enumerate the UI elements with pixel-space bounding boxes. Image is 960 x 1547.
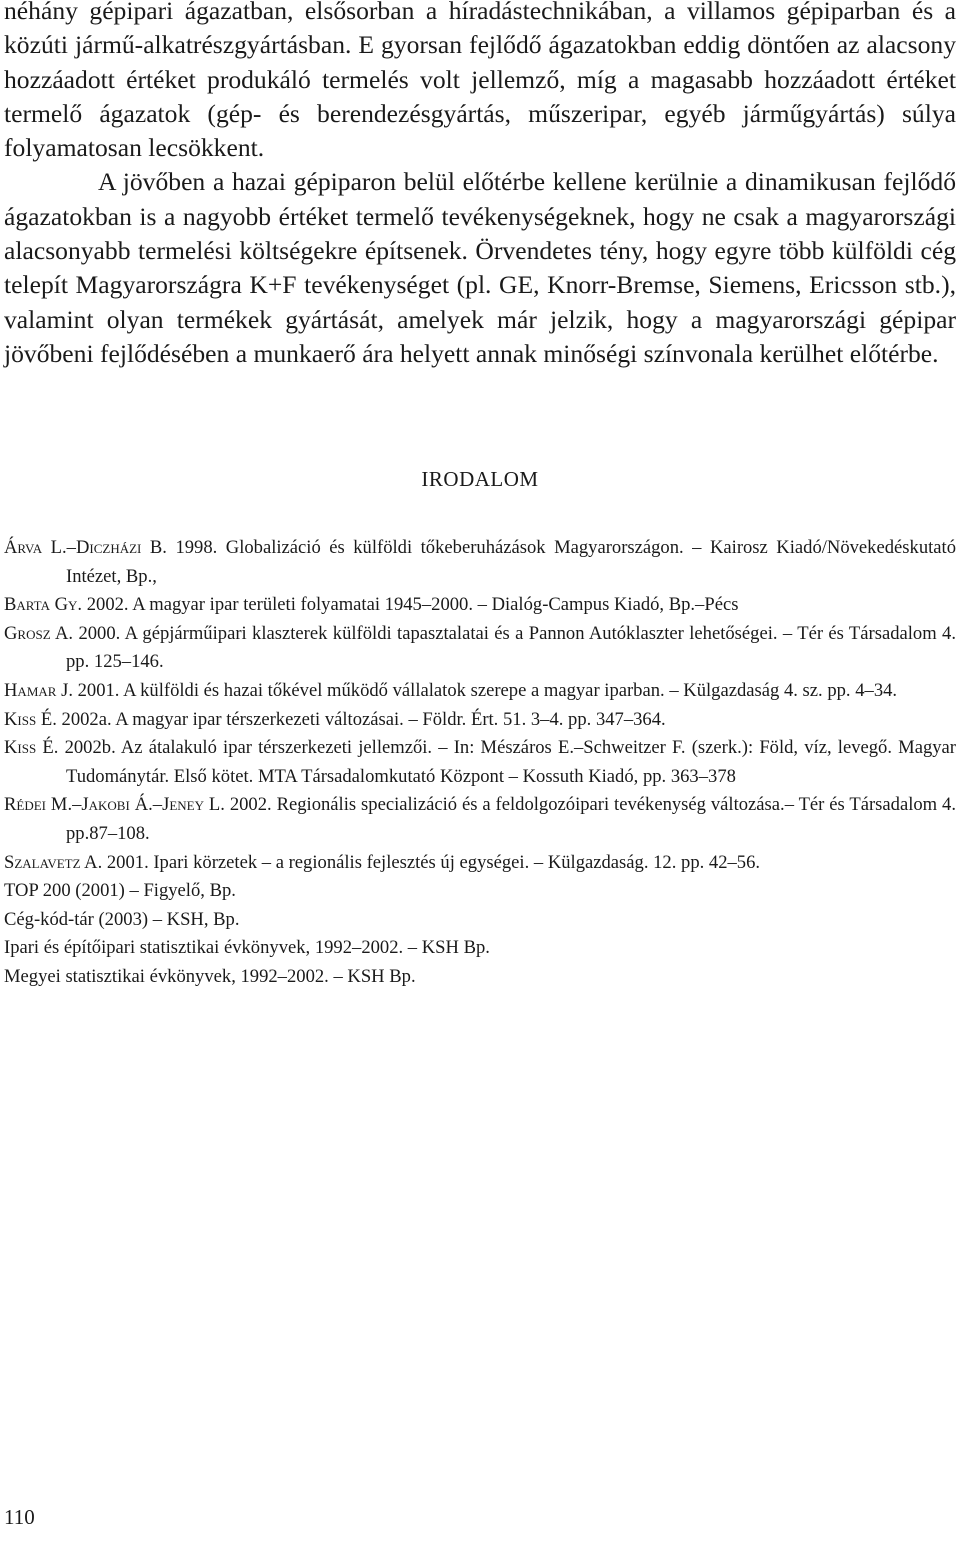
page-number: 110 [4, 1505, 35, 1529]
reference-item [4, 591, 956, 620]
reference-author: Hamar J. [4, 679, 73, 701]
reference-author: Grosz A. [4, 622, 74, 644]
reference-author: Kiss É. [4, 708, 57, 730]
reference-item [4, 620, 956, 677]
reference-text: 2002a. A magyar ipar térszerkezeti változásai. – Földr. Ért. 51. 3–4. pp. 347–364. [56, 708, 666, 730]
reference-item [4, 734, 956, 791]
reference-item [4, 706, 956, 735]
reference-author: Szalavetz A. [4, 851, 103, 873]
paragraph: néhány gépipari ágazatban, elsősorban a híradástechnikában, a villamos gépiparban és a közúti jármű-alkatrészgyártásban. E gyorsan fejlődő ágazatokban eddig döntően az alacsony hozzáadott értéket produkáló termelés volt jellemző, míg a magasabb hozzáadott értéket termelő ágazatok (gép- és berendezésgyártás, műszeripar, egyéb járműgyártás) súlya folyamatosan lecsökkent. [4, 0, 956, 163]
reference-author: Árva L.–Diczházi B. [4, 537, 167, 558]
references-heading: IRODALOM [421, 467, 539, 491]
reference-item: TOP 200 (2001) – Figyelő, Bp. [4, 880, 236, 902]
paragraph: A jövőben a hazai gépiparon belül előtérbe kellene kerülnie a dinamikusan fejlődő ágazatokban is a nagyobb értéket termelő tevékenységeknek, hogy ne csak a magyarországi alacsonyabb termelési költségekre építsenek. Örvendetes tény, hogy egyre több külföldi cég telepít Magyarországra K+F tevékenységet (pl. GE, Knorr-Bremse, Siemens, Ericsson stb.), valamint olyan termékek gyártását, amelyek már jelzik, hogy a magyarországi gépipar jövőbeni fejlődésében a munkaerő ára helyett annak minőségi színvonala kerülhet előtérbe. [4, 167, 956, 368]
reference-author: Rédei M.–Jakobi Á.–Jeney L. [4, 794, 225, 816]
reference-text: 2002. A magyar ipar területi folyamatai 1945–2000. – Dialóg-Campus Kiadó, Bp.–Pécs [82, 594, 739, 616]
reference-item: Cég-kód-tár (2003) – KSH, Bp. [4, 908, 240, 930]
reference-author: Barta Gy. [4, 594, 83, 616]
reference-text: 2001. A külföldi és hazai tőkével működő vállalatok szerepe a magyar iparban. – Külgazdaság 4. sz. pp. 4–34. [72, 679, 898, 701]
body-text [4, 0, 956, 371]
reference-text: 2001. Ipari körzetek – a regionális fejlesztés új egységei. – Külgazdaság. 12. pp. 42–56. [102, 851, 761, 873]
reference-item [4, 677, 956, 706]
reference-author: Kiss É. [4, 737, 59, 759]
reference-text: 1998. Globalizáció és külföldi tőkeberuházások Magyarországon. – Kairosz Kiadó/Növekedéskutató Intézet, Bp., [66, 537, 956, 587]
reference-item [4, 849, 956, 878]
reference-list [4, 534, 956, 992]
reference-text: 2000. A gépjárműipari klaszterek külföldi tapasztalatai és a Pannon Autóklaszter lehetőségei. – Tér és Társadalom 4. pp. 125–146. [66, 622, 956, 673]
reference-item [4, 791, 956, 848]
reference-item [4, 534, 956, 591]
reference-item: Megyei statisztikai évkönyvek, 1992–2002. – KSH Bp. [4, 965, 416, 987]
reference-text: 2002b. Az átalakuló ipar térszerkezeti jellemzői. – In: Mészáros E.–Schweitzer F. (szerk.): Föld, víz, levegő. Magyar Tudománytár. Első kötet. MTA Társadalomkutató Központ – Kossuth Kiadó, pp. 363–378 [58, 737, 956, 787]
reference-item: Ipari és építőipari statisztikai évkönyvek, 1992–2002. – KSH Bp. [4, 937, 490, 959]
reference-text: 2002. Regionális specializáció és a feldolgozóipari tevékenység változása.– Tér és Társadalom 4. pp.87–108. [66, 794, 956, 844]
